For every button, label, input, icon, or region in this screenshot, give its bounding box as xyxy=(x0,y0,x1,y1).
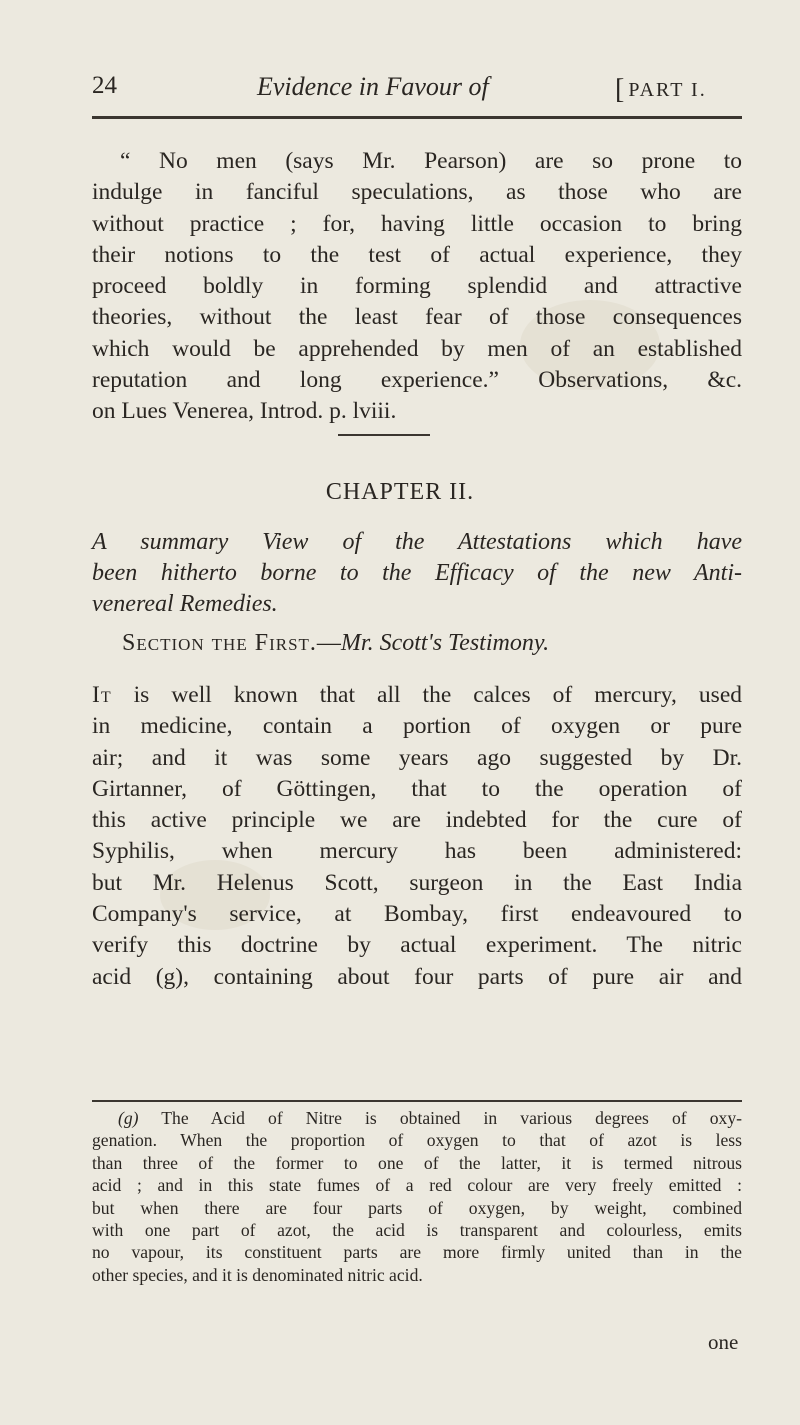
quote-line: indulge in fanciful speculations, as those who are xyxy=(92,179,742,206)
body-line: Company's service, at Bombay, first endeavoured to xyxy=(92,901,742,928)
body-line: acid (g), containing about four parts of pure air and xyxy=(92,963,742,990)
summary-line: been hitherto borne to the Efficacy of the new Anti- xyxy=(92,560,742,586)
footnote-line: than three of the former to one of the latter, it is termed nitrous xyxy=(92,1152,742,1173)
section-subtitle: Mr. Scott's Testimony. xyxy=(340,630,550,656)
part-text: PART I. xyxy=(628,79,707,101)
footnote-line: acid ; and in this state fumes of a red colour are very freely emitted : xyxy=(92,1175,742,1196)
chapter-summary xyxy=(92,527,742,620)
footnote-line-text: The Acid of Nitre is obtained in various degrees of oxy- xyxy=(138,1108,742,1128)
pearson-quote xyxy=(92,146,742,428)
footnote-line: but when there are four parts of oxygen, by weight, combined xyxy=(92,1197,742,1218)
part-label xyxy=(615,72,707,104)
quote-line: “ No men (says Mr. Pearson) are so prone to xyxy=(120,148,742,174)
body-line: verify this doctrine by actual experiment. The nitric xyxy=(92,932,742,959)
body-line: but Mr. Helenus Scott, surgeon in the East India xyxy=(92,869,742,896)
chapter-title: CHAPTER II. xyxy=(325,479,475,505)
quote-line: on Lues Venerea, Introd. p. lviii. xyxy=(92,398,397,425)
quote-line: proceed boldly in forming splendid and attractive xyxy=(92,273,742,300)
summary-line: A summary View of the Attestations which have xyxy=(92,529,742,555)
body-line: air; and it was some years ago suggested by Dr. xyxy=(92,744,742,771)
initial-word: It xyxy=(92,682,112,708)
body-line: Girtanner, of Göttingen, that to the operation of xyxy=(92,775,742,802)
section-heading xyxy=(122,630,742,657)
body-paragraph xyxy=(92,680,742,993)
quote-line: theories, without the least fear of those consequences xyxy=(92,304,742,331)
footnote xyxy=(92,1107,742,1286)
part-bracket: [ xyxy=(615,74,627,105)
footnote-line: no vapour, its constituent parts are more firmly united than in the xyxy=(92,1242,742,1263)
section-label: Section the First. xyxy=(122,630,317,656)
body-line: this active principle we are indebted for the cure of xyxy=(92,807,742,834)
quote-line: reputation and long experience.” Observations, &c. xyxy=(92,367,742,394)
footnote-line: with one part of azot, the acid is transparent and colourless, emits xyxy=(92,1220,742,1241)
header-rule xyxy=(92,116,742,119)
footnote-rule xyxy=(92,1100,742,1102)
section-dash: — xyxy=(316,630,341,656)
footnote-line: genation. When the proportion of oxygen to that of azot is less xyxy=(92,1130,742,1151)
body-line-text: is well known that all the calces of mercury, used xyxy=(111,682,742,708)
running-head xyxy=(92,72,742,112)
catchword: one xyxy=(708,1330,739,1354)
footnote-line: other species, and it is denominated nitric acid. xyxy=(92,1264,423,1285)
body-line xyxy=(92,680,742,711)
footnote-mark: (g) xyxy=(118,1108,139,1128)
summary-line: venereal Remedies. xyxy=(92,591,278,617)
footnote-line xyxy=(92,1107,742,1129)
quote-line: which would be apprehended by men of an established xyxy=(92,335,742,362)
quote-line: without practice ; for, having little occasion to bring xyxy=(92,210,742,237)
body-line: in medicine, contain a portion of oxygen or pure xyxy=(92,713,742,740)
page-number: 24 xyxy=(92,72,117,99)
section-divider xyxy=(338,434,430,436)
body-line: Syphilis, when mercury has been administered: xyxy=(92,838,742,865)
quote-line: their notions to the test of actual experience, they xyxy=(92,241,742,268)
running-title: Evidence in Favour of xyxy=(257,72,489,101)
